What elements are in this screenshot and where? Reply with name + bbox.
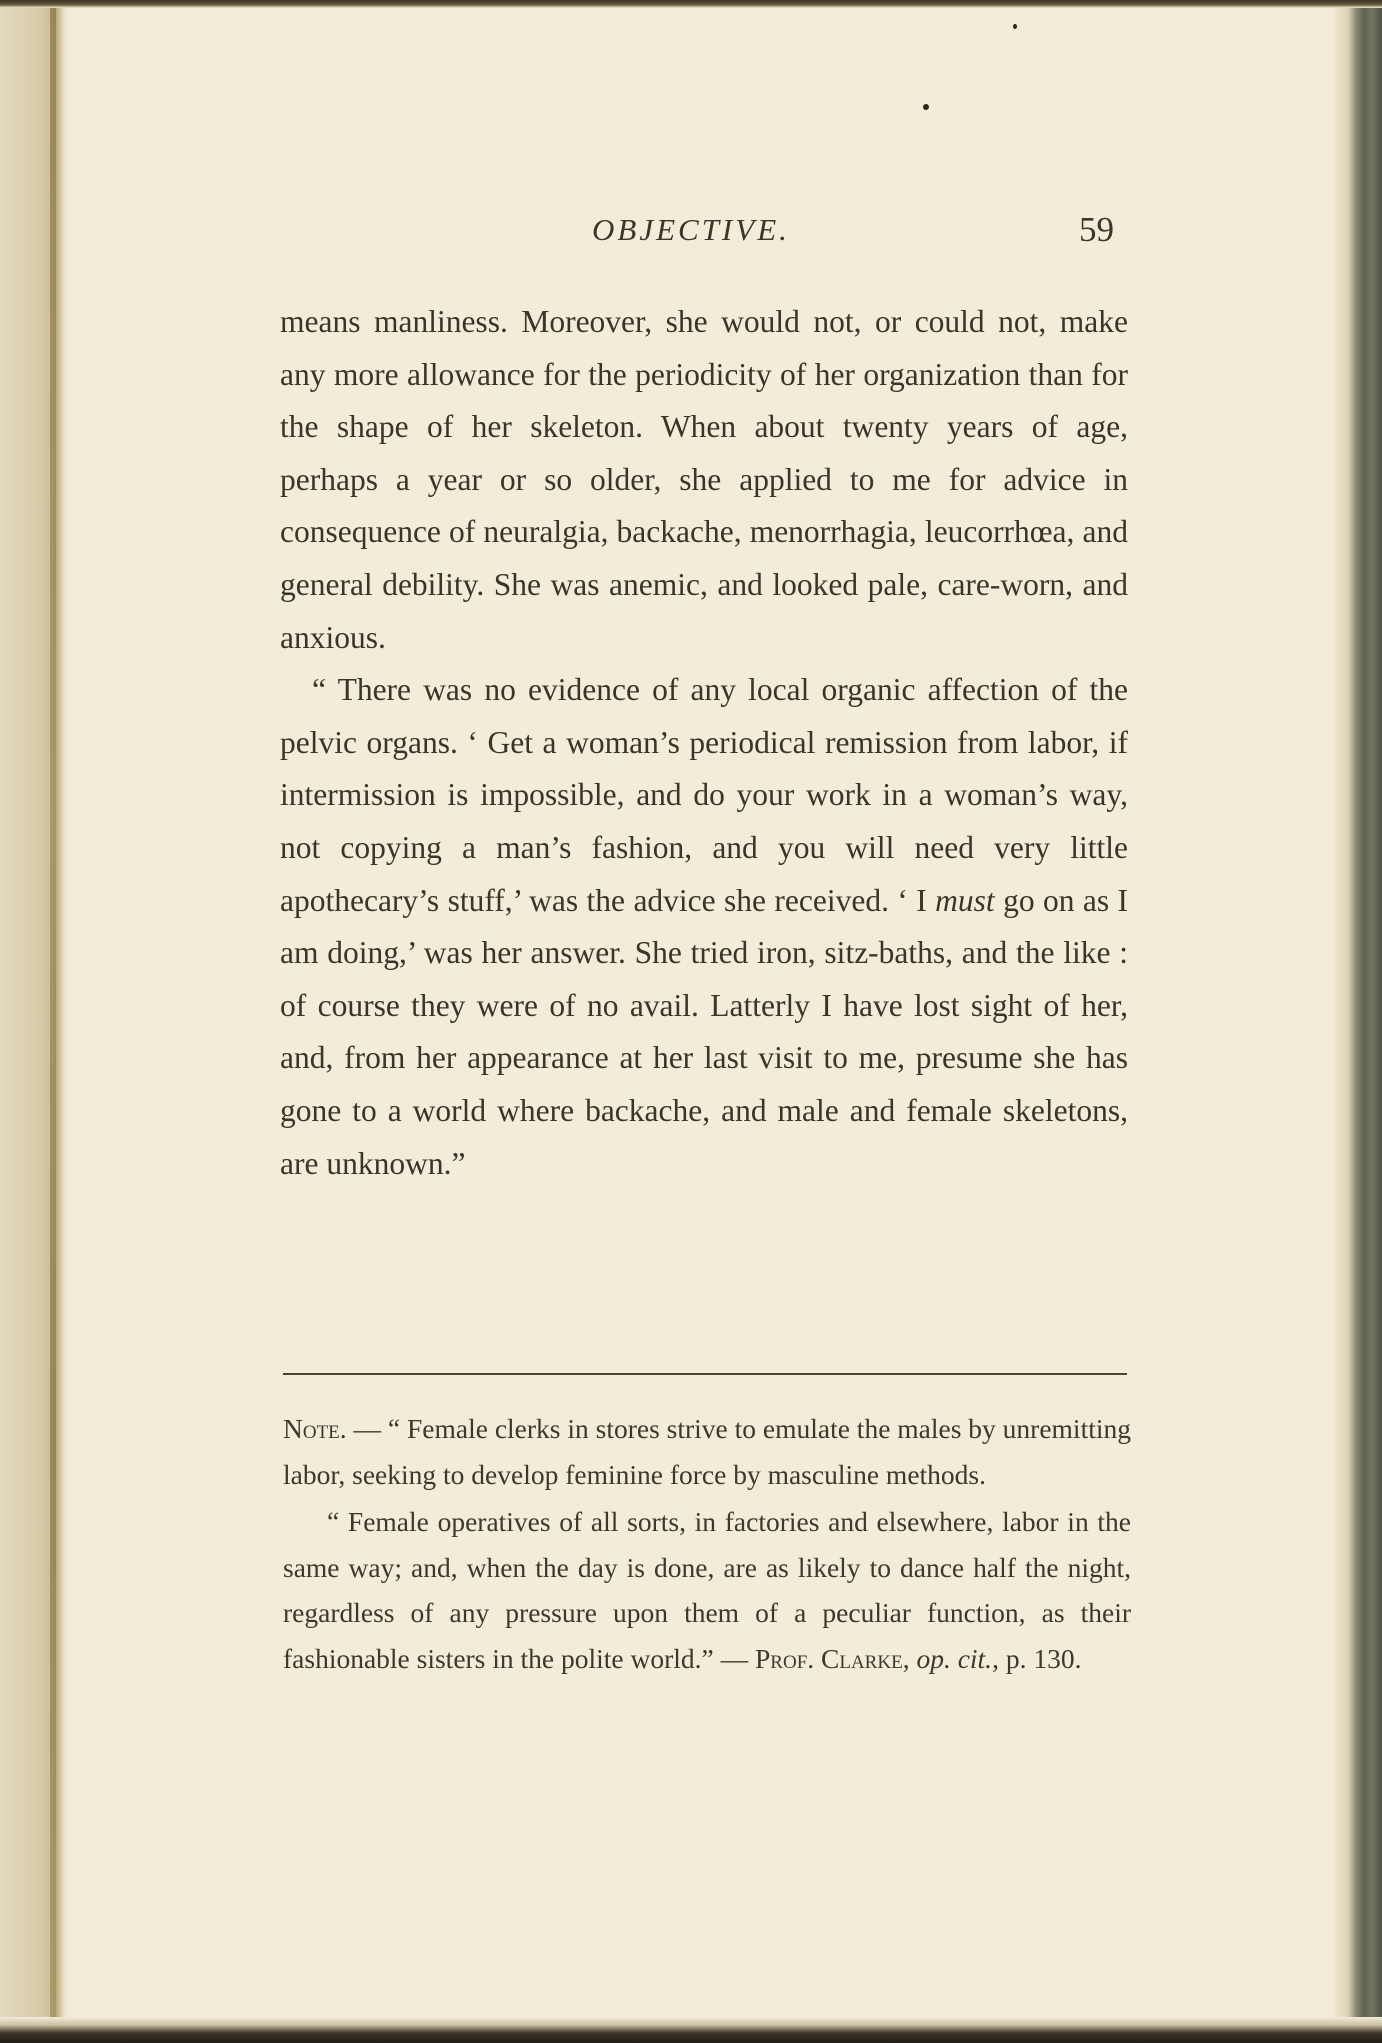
emphasis: must (935, 882, 995, 918)
footnote-dash: — (346, 1413, 388, 1444)
body-text (280, 296, 1128, 1190)
footnote-text: “ Female operatives of all sorts, in factories and elsewhere, labor in the same way; and, when the day is done, are as likely to dance half the night, regardless of any pressure upon them of a peculiar function, as their fashionable sisters in the polite world.” — (283, 1506, 1131, 1674)
attribution-separator: , (902, 1642, 917, 1674)
footnote-rule (283, 1373, 1127, 1375)
footnote-paragraph (283, 1499, 1131, 1681)
footnote-paragraph (283, 1406, 1131, 1497)
paragraph: means manliness. Moreover, she would not, or could not, make any more allowance for the periodicity of her organization than for the shape of her skeleton. When about twenty years of age, perhaps a year or so older, she applied to me for advice in consequence of neuralgia, backache, menorrhagia, leucorrhœa, and general debility. She was anemic, and looked pale, care-worn, and anxious. (280, 304, 1128, 655)
attribution-page: , p. 130. (992, 1642, 1082, 1674)
page-number: 59 (1079, 210, 1114, 249)
paragraph (280, 664, 1128, 1190)
paragraph-text: go on as I am doing,’ was her answer. She tried iron, sitz-baths, and the like : of course they were of no avail. Latterly I have lost sight of her, and, from her appearance at her last visit to me, presume she has gone to a world where backache, and male and female skeletons, are unknown.” (280, 882, 1128, 1181)
attribution-work: op. cit. (916, 1642, 993, 1674)
footnote-label: Note. (283, 1413, 347, 1444)
paragraph-text: “ There was no evidence of any local organic affection of the pelvic organs. ‘ Get a woman’s periodical remission from labor, if intermission is impossible, and do your work in a woman’s way, not copying a man’s fashion, and you will need very little apothecary’s stuff,’ was the advice she received. ‘ I (280, 672, 1128, 918)
running-head: OBJECTIVE. (592, 212, 790, 247)
footnote-text: “ Female clerks in stores strive to emulate the males by unremitting labor, seeking to develop feminine force by masculine methods. (283, 1413, 1131, 1490)
attribution-name: Prof. Clarke (755, 1642, 903, 1674)
footnote (283, 1406, 1131, 1681)
